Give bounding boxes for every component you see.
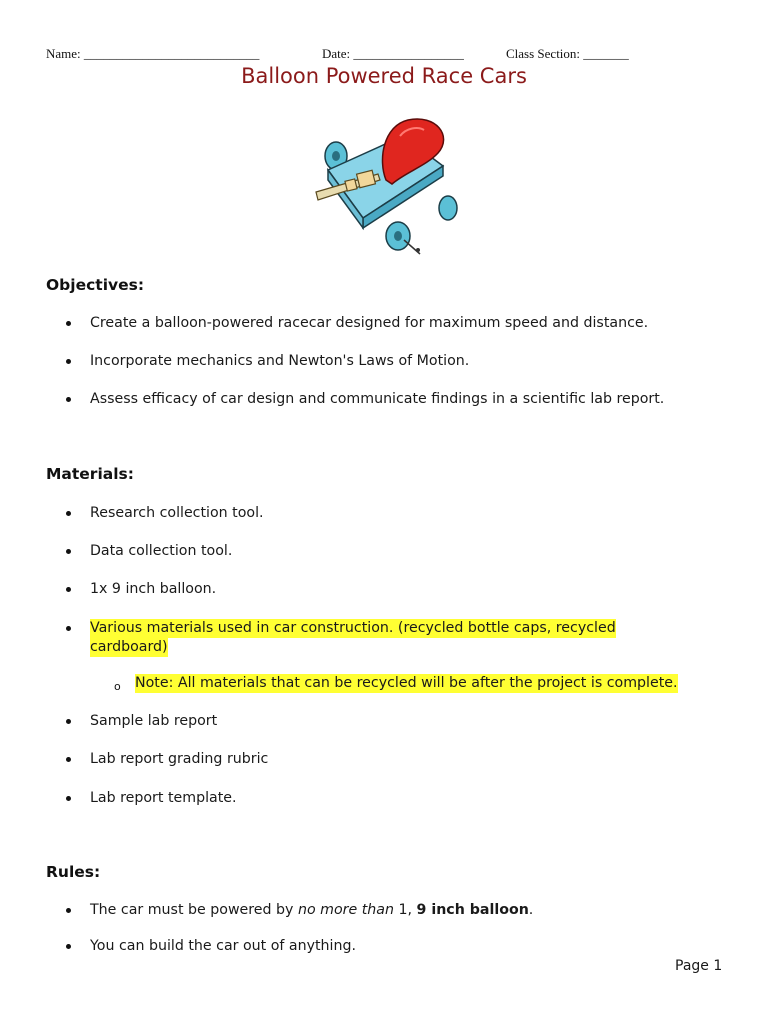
class-section-field-label: Class Section: _______ <box>506 46 629 61</box>
bullet-icon <box>66 796 71 801</box>
date-field-label: Date: _________________ <box>322 46 464 61</box>
name-field-label: Name: ___________________________ <box>46 46 260 61</box>
sub-bullet-icon: o <box>114 680 121 693</box>
bullet-icon <box>66 397 71 402</box>
page-number: Page 1 <box>675 958 723 974</box>
bullet-icon <box>66 511 71 516</box>
bullet-icon <box>66 321 71 326</box>
bullet-icon <box>66 908 71 913</box>
rule-text: The car must be powered by no more than 1, 9 inch balloon. <box>90 902 534 918</box>
objectives-heading: Objectives: <box>46 276 145 294</box>
bullet-icon <box>66 626 71 631</box>
bullet-icon <box>66 359 71 364</box>
bullet-icon <box>66 549 71 554</box>
page-title: Balloon Powered Race Cars <box>241 64 527 88</box>
bullet-icon <box>66 719 71 724</box>
bullet-icon <box>66 587 71 592</box>
rules-heading: Rules: <box>46 863 101 881</box>
bullet-icon <box>66 757 71 762</box>
materials-heading: Materials: <box>46 465 134 483</box>
balloon-car-illustration <box>308 108 458 258</box>
bullet-icon <box>66 944 71 949</box>
header-fields <box>46 46 726 66</box>
